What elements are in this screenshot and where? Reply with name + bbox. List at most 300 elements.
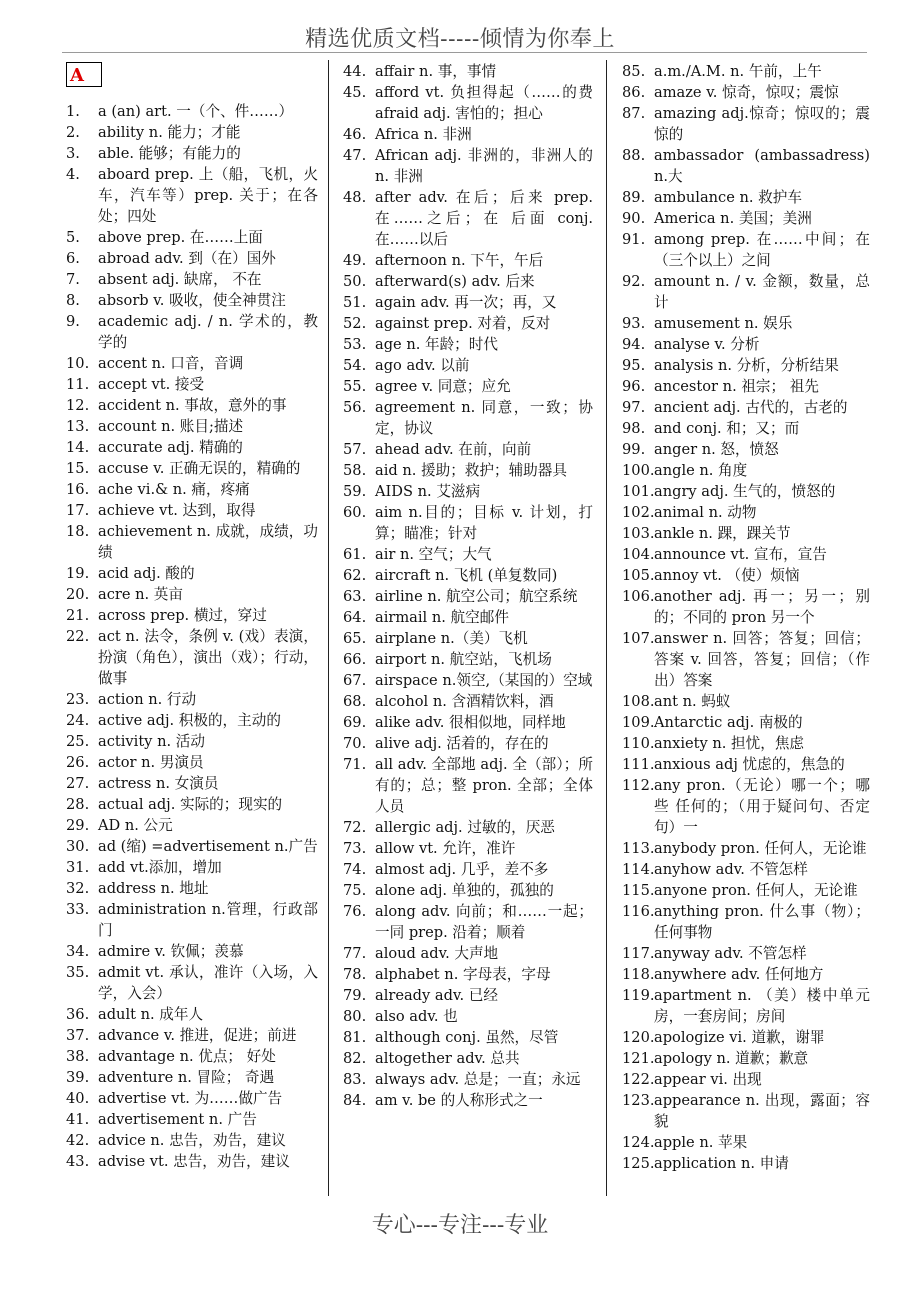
entry-number: 92.: [622, 273, 646, 290]
entry-number: 5.: [66, 229, 80, 246]
vocab-entry: [66, 1025, 318, 1046]
entry-number: 27.: [66, 775, 90, 792]
entry-text: absent adj. 缺席， 不在: [98, 271, 262, 288]
entry-number: 40.: [66, 1090, 90, 1107]
vocab-entry: [343, 1027, 593, 1048]
entry-text: anyone pron. 任何人，无论谁: [654, 882, 858, 899]
entry-text: airmail n. 航空邮件: [375, 609, 509, 626]
entry-number: 15.: [66, 460, 90, 477]
entry-number: 32.: [66, 880, 90, 897]
entry-number: 125.: [622, 1155, 655, 1172]
entry-text: aim n.目的；目标 v. 计划，打算；瞄准；针对: [375, 504, 593, 542]
entry-number: 2.: [66, 124, 80, 141]
entry-text: advance v. 推进，促进；前进: [98, 1027, 297, 1044]
entry-text: ache vi.& n. 痛，疼痛: [98, 481, 250, 498]
entry-number: 53.: [343, 336, 367, 353]
entry-text: aloud adv. 大声地: [375, 945, 499, 962]
entry-number: 113.: [622, 840, 655, 857]
entry-text: absorb v. 吸收，使全神贯注: [98, 292, 286, 309]
entry-text: airline n. 航空公司；航空系统: [375, 588, 578, 605]
entry-text: animal n. 动物: [654, 504, 757, 521]
vocab-entry: [66, 269, 318, 290]
vocab-entry: [622, 1090, 870, 1132]
entry-number: 70.: [343, 735, 367, 752]
entry-number: 59.: [343, 483, 367, 500]
section-letter-box: A: [66, 62, 102, 87]
entry-number: 17.: [66, 502, 90, 519]
entry-number: 30.: [66, 838, 90, 855]
page-footer: 专心---专注---专业: [371, 1213, 549, 1238]
vocab-entry: [66, 248, 318, 269]
vocab-entry: [66, 143, 318, 164]
entry-number: 93.: [622, 315, 646, 332]
entry-text: anyway adv. 不管怎样: [654, 945, 807, 962]
vocab-entry: [66, 731, 318, 752]
entry-number: 69.: [343, 714, 367, 731]
vocab-entry: [622, 586, 870, 628]
entry-number: 85.: [622, 63, 646, 80]
entry-text: actress n. 女演员: [98, 775, 219, 792]
entry-number: 62.: [343, 567, 367, 584]
page-header: 精选优质文档-----倾情为你奉上: [305, 27, 615, 52]
entry-number: 103.: [622, 525, 655, 542]
entry-text: account n. 账目;描述: [98, 418, 244, 435]
vocab-entry: [622, 145, 870, 187]
vocab-entry: [66, 521, 318, 563]
vocab-entry: [622, 418, 870, 439]
vocab-entry: [343, 964, 593, 985]
entry-text: actor n. 男演员: [98, 754, 204, 771]
entry-number: 57.: [343, 441, 367, 458]
entry-text: amaze v. 惊奇，惊叹；震惊: [654, 84, 839, 101]
entry-text: able. 能够；有能力的: [98, 145, 241, 162]
vocab-entry: [343, 250, 593, 271]
vocab-entry: [343, 838, 593, 859]
vocab-entry: [66, 710, 318, 731]
vocab-entry: [66, 773, 318, 794]
entry-number: 24.: [66, 712, 90, 729]
entry-text: along adv. 向前；和……一起；一同 prep. 沿着；顺着: [375, 903, 593, 941]
entry-text: afternoon n. 下午，午后: [375, 252, 544, 269]
vocab-entry: [343, 145, 593, 187]
vocab-entry: [343, 817, 593, 838]
entry-number: 86.: [622, 84, 646, 101]
vocab-entry: [66, 1088, 318, 1109]
entry-number: 13.: [66, 418, 90, 435]
vocab-entry: [622, 334, 870, 355]
vocab-entry: [622, 460, 870, 481]
vocab-entry: [66, 479, 318, 500]
entry-text: agree v. 同意；应允: [375, 378, 511, 395]
entry-number: 35.: [66, 964, 90, 981]
vocab-entry: [622, 1069, 870, 1090]
entry-text: anxiety n. 担忧，焦虑: [654, 735, 805, 752]
entry-text: am v. be 的人称形式之一: [375, 1092, 543, 1109]
vocab-entry: [343, 460, 593, 481]
entry-text: almost adj. 几乎，差不多: [375, 861, 549, 878]
vocab-entry: [66, 1067, 318, 1088]
entry-number: 4.: [66, 166, 80, 183]
entry-number: 67.: [343, 672, 367, 689]
entry-number: 98.: [622, 420, 646, 437]
entry-text: affair n. 事，事情: [375, 63, 497, 80]
vocab-entry: [622, 187, 870, 208]
entry-text: accident n. 事故，意外的事: [98, 397, 287, 414]
vocab-entry: [343, 670, 593, 691]
entry-number: 11.: [66, 376, 90, 393]
entry-text: activity n. 活动: [98, 733, 205, 750]
entry-text: amazing adj.惊奇；惊叹的；震惊的: [654, 105, 870, 143]
vocab-entry: [66, 311, 318, 353]
entry-text: again adv. 再一次；再，又: [375, 294, 557, 311]
entry-text: air n. 空气；大气: [375, 546, 492, 563]
entry-text: answer n. 回答；答复；回信；答案 v. 回答，答复；回信；（作出）答案: [654, 630, 870, 689]
entry-text: advertisement n. 广告: [98, 1111, 257, 1128]
entry-text: ago adv. 以前: [375, 357, 470, 374]
entry-number: 50.: [343, 273, 367, 290]
entry-number: 56.: [343, 399, 367, 416]
vocab-entry: [343, 187, 593, 250]
entry-number: 20.: [66, 586, 90, 603]
entry-number: 43.: [66, 1153, 90, 1170]
entry-text: annoy vt. （使）烦恼: [654, 567, 800, 584]
entry-text: act n. 法令，条例 v. (戏）表演，扮演（角色），演出（戏）；行动，做事: [98, 628, 318, 687]
entry-text: address n. 地址: [98, 880, 209, 897]
vocab-entry: [343, 481, 593, 502]
entry-text: ad (缩) =advertisement n.广告: [98, 838, 318, 855]
entry-text: appear vi. 出现: [654, 1071, 762, 1088]
entry-text: aid n. 援助；救护；辅助器具: [375, 462, 567, 479]
vocab-column-3: [622, 61, 870, 1174]
entry-number: 23.: [66, 691, 90, 708]
vocab-entry: [622, 733, 870, 754]
vocab-entry: [343, 901, 593, 943]
entry-text: airport n. 航空站，飞机场: [375, 651, 552, 668]
entry-text: alive adj. 活着的，存在的: [375, 735, 549, 752]
vocab-entry: [343, 397, 593, 439]
entry-number: 79.: [343, 987, 367, 1004]
vocab-entry: [343, 376, 593, 397]
entry-text: announce vt. 宣布，宣告: [654, 546, 827, 563]
entry-number: 6.: [66, 250, 80, 267]
entry-text: ancient adj. 古代的，古老的: [654, 399, 848, 416]
vocab-entry: [622, 775, 870, 838]
vocab-entry: [622, 943, 870, 964]
entry-text: advantage n. 优点； 好处: [98, 1048, 276, 1065]
vocab-entry: [343, 649, 593, 670]
entry-text: accurate adj. 精确的: [98, 439, 243, 456]
entry-text: above prep. 在……上面: [98, 229, 263, 246]
vocab-entry: [343, 586, 593, 607]
vocab-entry: [66, 584, 318, 605]
entry-text: adult n. 成年人: [98, 1006, 204, 1023]
entry-text: age n. 年龄；时代: [375, 336, 498, 353]
vocab-entry: [66, 374, 318, 395]
entry-number: 33.: [66, 901, 90, 918]
entry-number: 114.: [622, 861, 655, 878]
entry-text: alone adj. 单独的，孤独的: [375, 882, 554, 899]
entry-text: admire v. 钦佩；羡慕: [98, 943, 244, 960]
entry-number: 124.: [622, 1134, 655, 1151]
entry-number: 31.: [66, 859, 90, 876]
vocab-entry: [343, 985, 593, 1006]
entry-number: 65.: [343, 630, 367, 647]
entry-text: although conj. 虽然，尽管: [375, 1029, 559, 1046]
entry-text: administration n.管理，行政部门: [98, 901, 318, 939]
entry-number: 104.: [622, 546, 655, 563]
entry-number: 7.: [66, 271, 80, 288]
entry-number: 82.: [343, 1050, 367, 1067]
entry-text: advertise vt. 为……做广告: [98, 1090, 283, 1107]
vocab-entry: [622, 1027, 870, 1048]
vocab-entry: [66, 815, 318, 836]
entry-number: 46.: [343, 126, 367, 143]
entry-text: adventure n. 冒险； 奇遇: [98, 1069, 275, 1086]
entry-number: 49.: [343, 252, 367, 269]
entry-number: 1.: [66, 103, 80, 120]
entry-number: 25.: [66, 733, 90, 750]
entry-text: all adv. 全部地 adj. 全（部）；所有的；总；整 pron. 全部；全体人员: [375, 756, 593, 815]
vocab-entry: [622, 628, 870, 691]
entry-text: amusement n. 娱乐: [654, 315, 793, 332]
entry-number: 108.: [622, 693, 655, 710]
entry-number: 106.: [622, 588, 655, 605]
entry-number: 9.: [66, 313, 80, 330]
entry-text: advise vt. 忠告，劝告，建议: [98, 1153, 290, 1170]
entry-number: 115.: [622, 882, 655, 899]
vocab-entry: [66, 605, 318, 626]
vocab-column-1: [66, 101, 318, 1172]
vocab-entry: [343, 733, 593, 754]
entry-text: always adv. 总是；一直；永远: [375, 1071, 581, 1088]
entry-text: alcohol n. 含酒精饮料，酒: [375, 693, 554, 710]
entry-text: angle n. 角度: [654, 462, 748, 479]
vocab-entry: [622, 754, 870, 775]
vocab-entry: [343, 292, 593, 313]
vocab-entry: [622, 61, 870, 82]
vocab-entry: [622, 1048, 870, 1069]
vocab-entry: [622, 985, 870, 1027]
vocab-entry: [622, 397, 870, 418]
entry-number: 111.: [622, 756, 655, 773]
vocab-entry: [343, 943, 593, 964]
entry-number: 123.: [622, 1092, 655, 1109]
entry-text: a.m./A.M. n. 午前，上午: [654, 63, 822, 80]
vocab-entry: [66, 857, 318, 878]
entry-text: accent n. 口音，音调: [98, 355, 244, 372]
entry-number: 36.: [66, 1006, 90, 1023]
entry-text: ahead adv. 在前，向前: [375, 441, 532, 458]
entry-number: 83.: [343, 1071, 367, 1088]
entry-number: 87.: [622, 105, 646, 122]
entry-text: across prep. 横过，穿过: [98, 607, 267, 624]
vocab-entry: [343, 859, 593, 880]
entry-number: 37.: [66, 1027, 90, 1044]
entry-number: 120.: [622, 1029, 655, 1046]
entry-text: airplane n.（美）飞机: [375, 630, 528, 647]
entry-text: African adj. 非洲的，非洲人的 n. 非洲: [375, 147, 593, 185]
vocab-entry: [66, 437, 318, 458]
entry-text: ability n. 能力；才能: [98, 124, 241, 141]
entry-number: 118.: [622, 966, 655, 983]
entry-number: 48.: [343, 189, 367, 206]
entry-text: anyhow adv. 不管怎样: [654, 861, 808, 878]
entry-text: abroad adv. 到（在）国外: [98, 250, 276, 267]
entry-text: afford vt. 负担得起（……的费 afraid adj. 害怕的；担心: [375, 84, 593, 122]
vocab-entry: [622, 313, 870, 334]
vocab-entry: [66, 626, 318, 689]
vocab-entry: [66, 941, 318, 962]
entry-number: 112.: [622, 777, 655, 794]
vocab-entry: [66, 752, 318, 773]
entry-number: 12.: [66, 397, 90, 414]
entry-text: AIDS n. 艾滋病: [375, 483, 481, 500]
entry-number: 119.: [622, 987, 655, 1004]
entry-number: 68.: [343, 693, 367, 710]
vocab-entry: [66, 794, 318, 815]
entry-text: amount n. / v. 金额，数量，总计: [654, 273, 870, 311]
entry-number: 90.: [622, 210, 646, 227]
entry-text: angry adj. 生气的，愤怒的: [654, 483, 836, 500]
entry-number: 105.: [622, 567, 655, 584]
entry-number: 89.: [622, 189, 646, 206]
entry-text: analysis n. 分析，分析结果: [654, 357, 839, 374]
entry-number: 28.: [66, 796, 90, 813]
entry-text: apologize vi. 道歉，谢罪: [654, 1029, 825, 1046]
entry-number: 107.: [622, 630, 655, 647]
entry-number: 58.: [343, 462, 367, 479]
entry-number: 77.: [343, 945, 367, 962]
entry-text: actual adj. 实际的；现实的: [98, 796, 283, 813]
entry-text: airspace n.领空,（某国的）空域: [375, 672, 593, 689]
entry-number: 84.: [343, 1092, 367, 1109]
entry-text: ancestor n. 祖宗； 祖先: [654, 378, 819, 395]
entry-text: after adv. 在后；后来 prep. 在……之后；在 后面 conj. 在……以后: [375, 189, 593, 248]
entry-text: analyse v. 分析: [654, 336, 760, 353]
vocab-entry: [66, 836, 318, 857]
entry-number: 117.: [622, 945, 655, 962]
vocab-entry: [66, 1130, 318, 1151]
entry-number: 44.: [343, 63, 367, 80]
entry-text: accept vt. 接受: [98, 376, 205, 393]
vocab-entry: [622, 502, 870, 523]
entry-number: 38.: [66, 1048, 90, 1065]
entry-text: ankle n. 踝，踝关节: [654, 525, 791, 542]
entry-number: 51.: [343, 294, 367, 311]
entry-text: anybody pron. 任何人，无论谁: [654, 840, 867, 857]
vocab-entry: [66, 899, 318, 941]
vocab-entry: [622, 271, 870, 313]
entry-text: application n. 申请: [654, 1155, 789, 1172]
entry-text: against prep. 对着，反对: [375, 315, 551, 332]
entry-number: 14.: [66, 439, 90, 456]
entry-text: acre n. 英亩: [98, 586, 183, 603]
vocab-entry: [66, 1046, 318, 1067]
vocab-entry: [66, 878, 318, 899]
vocab-entry: [66, 962, 318, 1004]
vocab-entry: [622, 229, 870, 271]
entry-number: 110.: [622, 735, 655, 752]
entry-text: ambulance n. 救护车: [654, 189, 802, 206]
entry-text: Africa n. 非洲: [375, 126, 472, 143]
vocab-entry: [622, 859, 870, 880]
vocab-entry: [622, 565, 870, 586]
vocab-entry: [66, 290, 318, 311]
vocab-entry: [343, 334, 593, 355]
entry-number: 18.: [66, 523, 90, 540]
entry-number: 99.: [622, 441, 646, 458]
vocab-entry: [622, 712, 870, 733]
vocab-entry: [66, 416, 318, 437]
vocab-entry: [622, 964, 870, 985]
vocab-entry: [66, 1004, 318, 1025]
vocab-entry: [66, 458, 318, 479]
vocab-entry: [66, 122, 318, 143]
vocab-entry: [622, 208, 870, 229]
column-divider: [606, 60, 607, 1196]
entry-number: 100.: [622, 462, 655, 479]
vocab-entry: [66, 1151, 318, 1172]
entry-text: already adv. 已经: [375, 987, 498, 1004]
entry-number: 42.: [66, 1132, 90, 1149]
column-divider: [328, 60, 329, 1196]
entry-number: 39.: [66, 1069, 90, 1086]
entry-number: 74.: [343, 861, 367, 878]
vocab-entry: [343, 544, 593, 565]
vocab-entry: [622, 376, 870, 397]
vocab-entry: [343, 1006, 593, 1027]
entry-text: apartment n. （美）楼中单元房，一套房间；房间: [654, 987, 870, 1025]
entry-number: 52.: [343, 315, 367, 332]
vocab-entry: [343, 880, 593, 901]
entry-text: apology n. 道歉；歉意: [654, 1050, 809, 1067]
vocab-entry: [343, 124, 593, 145]
entry-text: anything pron. 什么事（物）；任何事物: [654, 903, 870, 941]
vocab-entry: [622, 880, 870, 901]
vocab-entry: [622, 82, 870, 103]
entry-text: anywhere adv. 任何地方: [654, 966, 824, 983]
vocab-entry: [343, 1069, 593, 1090]
entry-number: 8.: [66, 292, 80, 309]
entry-number: 26.: [66, 754, 90, 771]
entry-text: active adj. 积极的，主动的: [98, 712, 281, 729]
vocab-entry: [66, 689, 318, 710]
vocab-column-2: [343, 61, 593, 1111]
entry-number: 41.: [66, 1111, 90, 1128]
entry-text: altogether adv. 总共: [375, 1050, 520, 1067]
entry-number: 3.: [66, 145, 80, 162]
entry-text: allow vt. 允许，准许: [375, 840, 516, 857]
vocab-entry: [622, 1132, 870, 1153]
entry-text: achievement n. 成就，成绩，功绩: [98, 523, 318, 561]
entry-number: 76.: [343, 903, 367, 920]
entry-number: 45.: [343, 84, 367, 101]
entry-number: 54.: [343, 357, 367, 374]
vocab-entry: [343, 1090, 593, 1111]
entry-number: 81.: [343, 1029, 367, 1046]
entry-number: 97.: [622, 399, 646, 416]
vocab-entry: [343, 355, 593, 376]
entry-number: 64.: [343, 609, 367, 626]
vocab-entry: [622, 544, 870, 565]
entry-text: action n. 行动: [98, 691, 197, 708]
vocab-entry: [343, 1048, 593, 1069]
entry-number: 109.: [622, 714, 655, 731]
entry-number: 96.: [622, 378, 646, 395]
vocab-entry: [343, 502, 593, 544]
entry-number: 29.: [66, 817, 90, 834]
entry-text: acid adj. 酸的: [98, 565, 195, 582]
